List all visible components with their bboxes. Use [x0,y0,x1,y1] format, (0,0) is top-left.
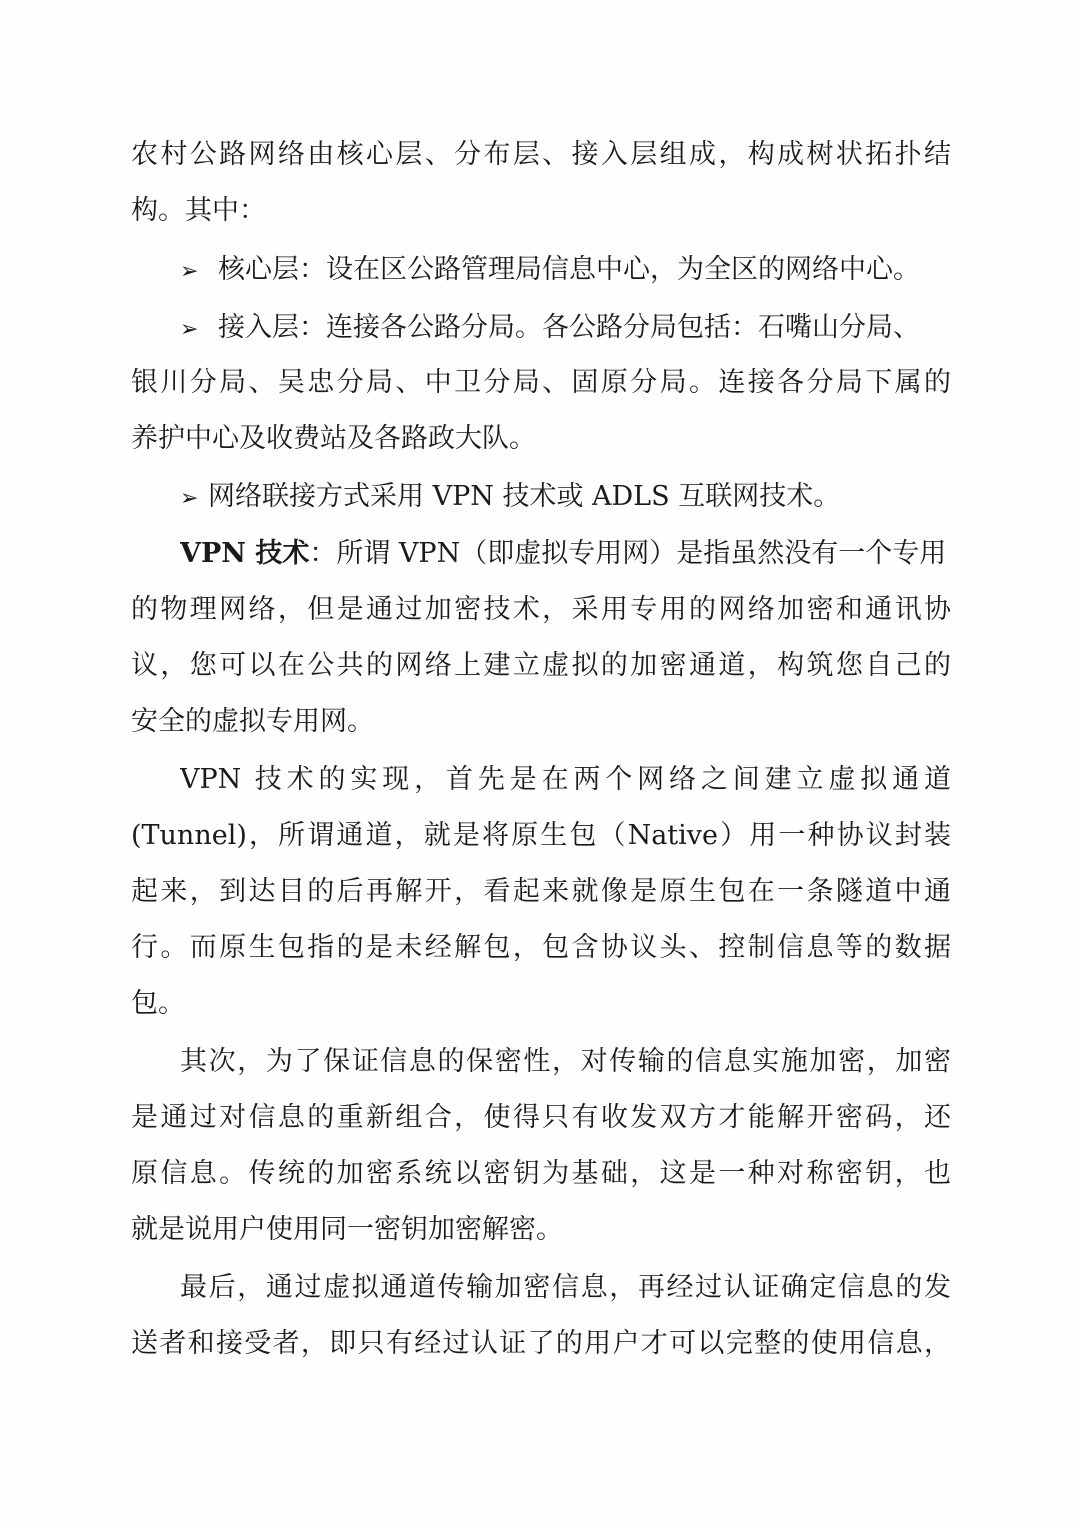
bullet-core-text: 核心层：设在区公路管理局信息中心，为全区的网络中心。 [218,254,920,285]
vpn-impl-line-4: 行。而原生包指的是未经解包，包含协议头、控制信息等的数据 [131,932,951,963]
bullet-link [180,472,951,522]
encryption-line-2: 是通过对信息的重新组合，使得只有收发双方才能解开密码，还 [131,1102,951,1133]
vpn-def-line-1 [180,529,951,579]
bullet-core [180,245,951,295]
bullet-link-text: 网络联接方式采用 VPN 技术或 ADLS 互联网技术。 [208,481,841,512]
bullet-access-line-3: 养护中心及收费站及各路政大队。 [131,423,536,454]
auth-line-1: 最后，通过虚拟通道传输加密信息，再经过认证确定信息的发 [180,1272,951,1303]
arrow-bullet-icon: ➢ [180,317,199,342]
vpn-impl-line-1: VPN 技术的实现，首先是在两个网络之间建立虚拟通道 [180,764,951,795]
encryption-line-1: 其次，为了保证信息的保密性，对传输的信息实施加密，加密 [180,1046,951,1077]
vpn-def-line-3: 议，您可以在公共的网络上建立虚拟的加密通道，构筑您自己的 [131,650,951,681]
encryption-line-4: 就是说用户使用同一密钥加密解密。 [131,1214,563,1245]
vpn-impl-line-5: 包。 [131,988,185,1019]
bullet-access-line-2: 银川分局、吴忠分局、中卫分局、固原分局。连接各分局下属的 [131,367,951,398]
bullet-access [180,303,951,353]
vpn-impl-line-2: (Tunnel)，所谓通道，就是将原生包（Native）用一种协议封装 [131,820,951,851]
auth-line-2: 送者和接受者，即只有经过认证了的用户才可以完整的使用信息， [131,1328,951,1359]
bullet-access-text-1: 接入层：连接各公路分局。各公路分局包括：石嘴山分局、 [218,312,920,343]
intro-line-1: 农村公路网络由核心层、分布层、接入层组成，构成树状拓扑结 [131,139,951,170]
arrow-bullet-icon: ➢ [180,486,199,511]
encryption-line-3: 原信息。传统的加密系统以密钥为基础，这是一种对称密钥，也 [131,1158,951,1189]
vpn-impl-line-3: 起来，到达目的后再解开，看起来就像是原生包在一条隧道中通 [131,876,951,907]
vpn-def-label: VPN 技术 [180,538,310,569]
vpn-def-line-4: 安全的虚拟专用网。 [131,706,374,737]
arrow-bullet-icon: ➢ [180,259,199,284]
intro-line-2: 构。其中： [131,195,266,226]
vpn-def-line-2: 的物理网络，但是通过加密技术，采用专用的网络加密和通讯协 [131,594,951,625]
vpn-def-line-1-text: ：所谓 VPN（即虚拟专用网）是指虽然没有一个专用 [309,538,947,569]
